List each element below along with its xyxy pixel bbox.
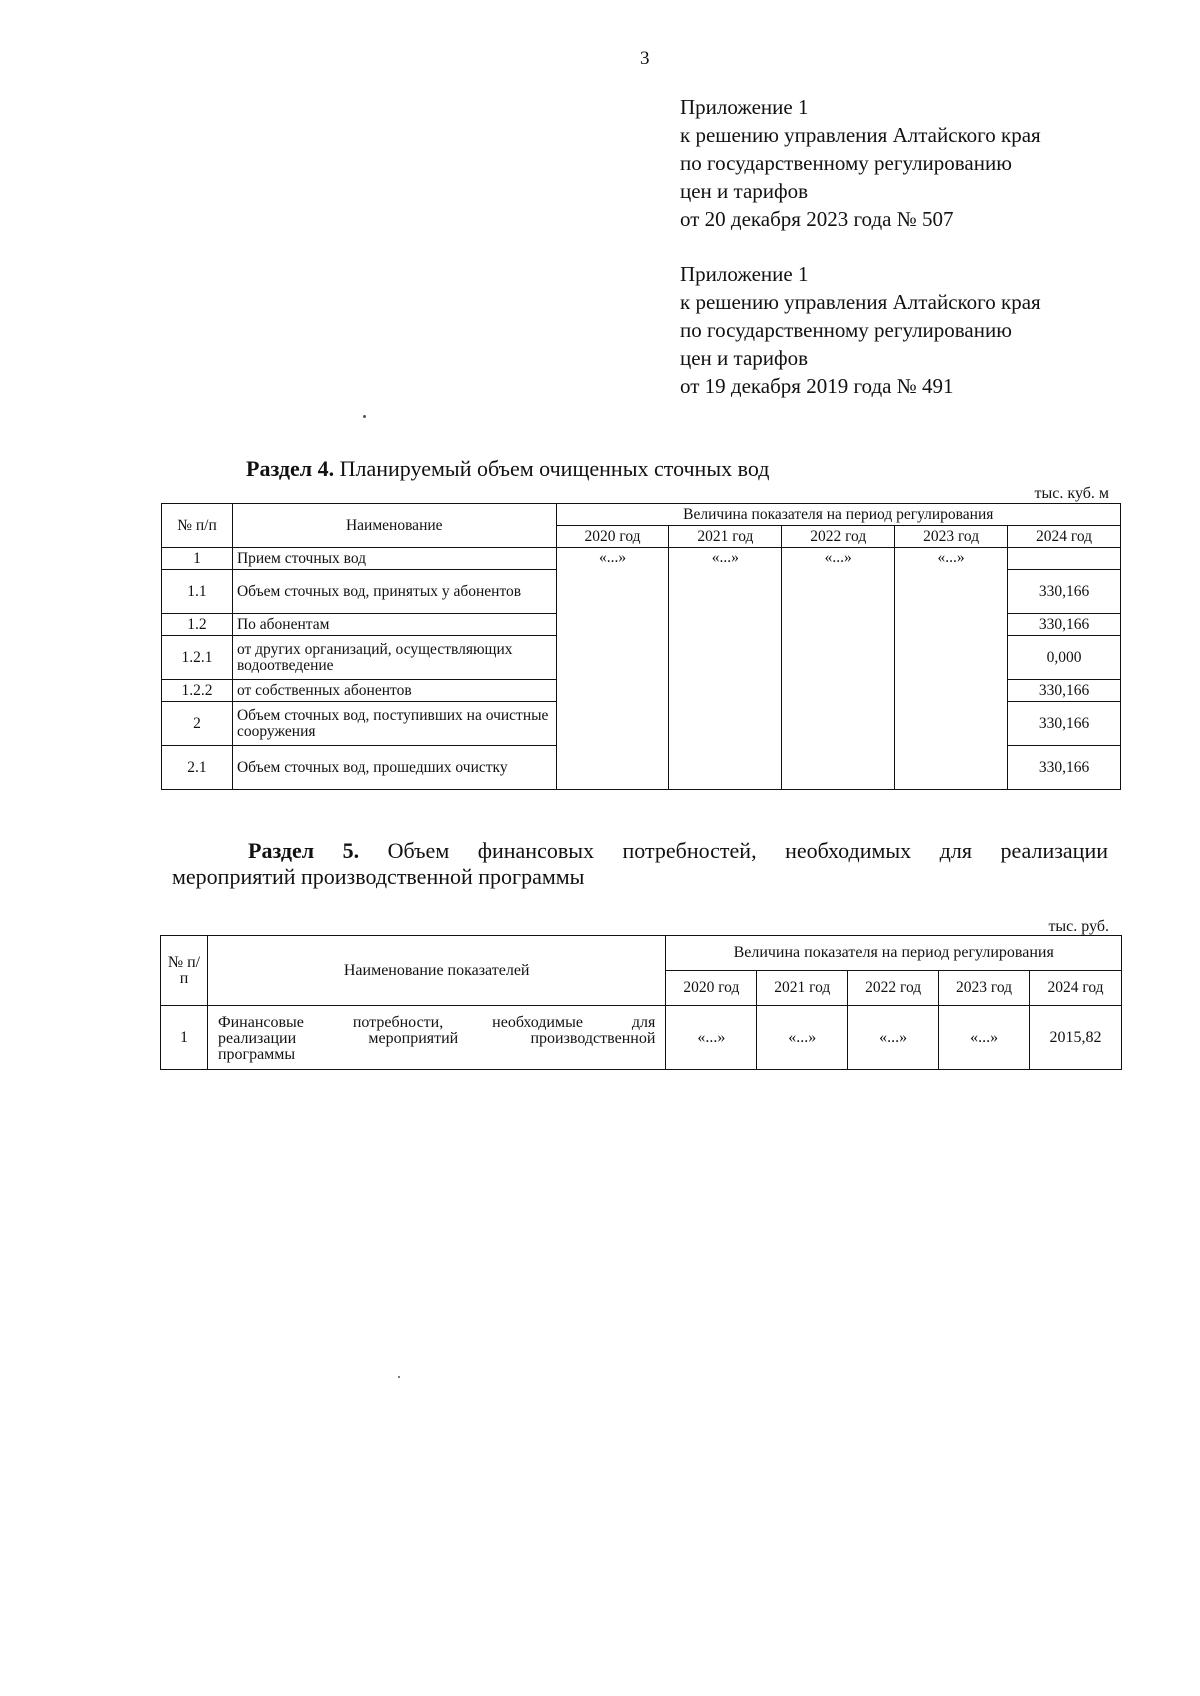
section5-table bbox=[160, 935, 1122, 1070]
row-name-line: реализации мероприятий производственной bbox=[217, 1029, 656, 1047]
year-header-2024: 2024 год bbox=[1030, 971, 1122, 1006]
annex-previous-header bbox=[680, 260, 1041, 400]
row-name: Объем сточных вод, принятых у абонентов bbox=[232, 570, 556, 614]
section4-heading: Планируемый объем очищенных сточных вод bbox=[339, 456, 770, 481]
table-row bbox=[162, 548, 1121, 570]
value-2021: «...» bbox=[757, 1006, 848, 1070]
col-group-header: Величина показателя на период регулирования bbox=[666, 936, 1122, 971]
placeholder-2021: «...» bbox=[669, 548, 782, 790]
row-num: 1 bbox=[161, 1006, 208, 1070]
annex-line: к решению управления Алтайского края bbox=[680, 290, 1041, 314]
section4-table bbox=[161, 503, 1121, 790]
row-name-line: Финансовые потребности, необходимые для bbox=[217, 1013, 656, 1031]
row-num: 1 bbox=[162, 548, 233, 570]
annex-line: по государственному регулированию bbox=[680, 318, 1012, 342]
row-num: 2 bbox=[162, 702, 233, 746]
annex-line: Приложение 1 bbox=[680, 95, 809, 119]
row-num: 1.2.1 bbox=[162, 636, 233, 680]
annex-line: к решению управления Алтайского края bbox=[680, 123, 1041, 147]
section4-unit: тыс. куб. м bbox=[1034, 485, 1109, 502]
year-header-2020: 2020 год bbox=[556, 526, 669, 548]
value-2023: «...» bbox=[939, 1006, 1030, 1070]
scan-speck bbox=[398, 1376, 400, 1378]
col-group-header: Величина показателя на период регулирования bbox=[556, 504, 1120, 526]
section4-label: Раздел 4. bbox=[246, 456, 335, 481]
col-name-header: Наименование показателей bbox=[207, 936, 665, 1006]
row-num: 1.1 bbox=[162, 570, 233, 614]
value-2024: 330,166 bbox=[1008, 702, 1121, 746]
row-num: 2.1 bbox=[162, 746, 233, 790]
section5-label: Раздел 5. bbox=[248, 838, 360, 863]
section5-title bbox=[172, 838, 1108, 890]
row-name bbox=[207, 1006, 665, 1070]
section5-heading-line1: Объем финансовых потребностей, необходимых для реализации bbox=[387, 838, 1108, 863]
row-name-line: программы bbox=[217, 1045, 296, 1063]
section4-title bbox=[246, 456, 769, 482]
col-name-header: Наименование bbox=[232, 504, 556, 548]
page-number: 3 bbox=[640, 48, 650, 69]
placeholder-2020: «...» bbox=[556, 548, 669, 790]
value-2024: 330,166 bbox=[1008, 680, 1121, 702]
value-2022: «...» bbox=[848, 1006, 939, 1070]
annex-line: от 20 декабря 2023 года № 507 bbox=[680, 207, 954, 231]
row-name: Прием сточных вод bbox=[232, 548, 556, 570]
annex-line: цен и тарифов bbox=[680, 179, 809, 203]
value-2020: «...» bbox=[666, 1006, 757, 1070]
value-2024: 330,166 bbox=[1008, 614, 1121, 636]
section5-heading-line2: мероприятий производственной программы bbox=[172, 864, 585, 889]
row-name: Объем сточных вод, прошедших очистку bbox=[232, 746, 556, 790]
year-header-2021: 2021 год bbox=[669, 526, 782, 548]
row-name: По абонентам bbox=[232, 614, 556, 636]
value-2024: 2015,82 bbox=[1030, 1006, 1122, 1070]
value-2024: 330,166 bbox=[1008, 570, 1121, 614]
year-header-2020: 2020 год bbox=[666, 971, 757, 1006]
annex-line: от 19 декабря 2019 года № 491 bbox=[680, 374, 954, 398]
col-num-header: № п/п bbox=[161, 936, 208, 1006]
annex-line: цен и тарифов bbox=[680, 346, 809, 370]
year-header-2024: 2024 год bbox=[1008, 526, 1121, 548]
row-name: от других организаций, осуществляющих водоотведение bbox=[232, 636, 556, 680]
year-header-2022: 2022 год bbox=[848, 971, 939, 1006]
year-header-2023: 2023 год bbox=[895, 526, 1008, 548]
annex-current-header bbox=[680, 93, 1041, 233]
annex-line: по государственному регулированию bbox=[680, 151, 1012, 175]
row-name: Объем сточных вод, поступивших на очистные сооружения bbox=[232, 702, 556, 746]
section5-unit: тыс. руб. bbox=[1048, 918, 1109, 935]
placeholder-2023: «...» bbox=[895, 548, 1008, 790]
year-header-2021: 2021 год bbox=[757, 971, 848, 1006]
row-name: от собственных абонентов bbox=[232, 680, 556, 702]
year-header-2023: 2023 год bbox=[939, 971, 1030, 1006]
table-row bbox=[161, 1006, 1122, 1070]
value-2024: 0,000 bbox=[1008, 636, 1121, 680]
annex-line: Приложение 1 bbox=[680, 262, 809, 286]
col-num-header: № п/п bbox=[162, 504, 233, 548]
year-header-2022: 2022 год bbox=[782, 526, 895, 548]
row-num: 1.2.2 bbox=[162, 680, 233, 702]
value-2024 bbox=[1008, 548, 1121, 570]
row-num: 1.2 bbox=[162, 614, 233, 636]
placeholder-2022: «...» bbox=[782, 548, 895, 790]
scan-speck bbox=[363, 415, 366, 418]
value-2024: 330,166 bbox=[1008, 746, 1121, 790]
